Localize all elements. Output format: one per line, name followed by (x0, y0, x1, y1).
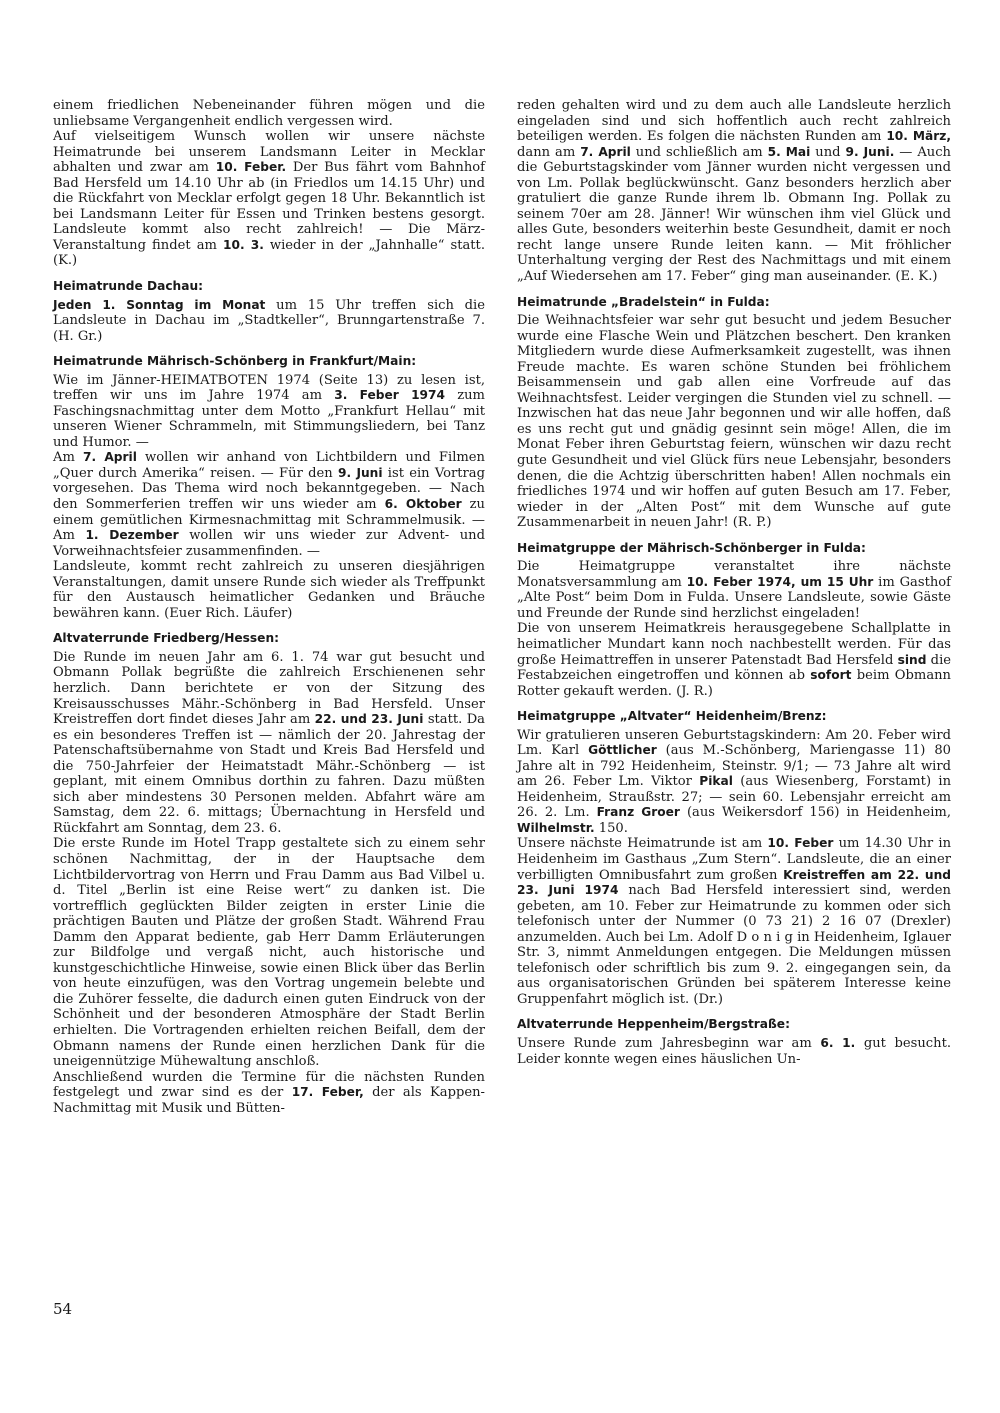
text-run: dann am (517, 144, 581, 160)
text-run: wollen wir uns wieder zur Advent- und Vorweihnachtsfeier zusammenfinden. — (53, 528, 485, 559)
right-column (517, 98, 951, 1067)
text-run: Wie im Jänner-HEIMATBOTEN 1974 (Seite 13) zu lesen ist, treffen wir uns im Jahre 1974 am (53, 372, 485, 404)
bold-text: Wilhelmstr. (517, 820, 595, 835)
text-run: Landsleute, kommt recht zahlreich zu unseren diesjährigen Veranstaltungen, damit unsere Runde sich wieder als Treffpunkt für den Austausch heimatlicher Gedanken und Bräuche bewähren kann. (Euer Rich. Läufer) (53, 559, 485, 621)
text-run: statt. Da es ein besonderes Treffen ist — nämlich der 20. Jahrestag der Patenschaftsübernahme von Stadt und Kreis Bad Hersfeld und die 750-Jahrfeier der Heimatstadt Mähr.-Schönberg — ist geplant, mit einem Omnibus dorthin zu fahren. Dazu müßten sich aber mindestens 30 Personen melden. Abfahrt wäre am Samstag, dem 22. 6. mittags; Übernachtung in Hersfeld und Rückfahrt am Sonntag, dem 23. 6. (53, 712, 485, 836)
text-run: gut besucht. Leider konnte wegen eines häuslichen Un- (517, 1035, 951, 1067)
text-run: Wir gratulieren unseren Geburtstagskindern: Am 20. Feber wird Lm. Karl (517, 727, 951, 759)
text-run: einem friedlichen Nebeneinander führen mögen und die unliebsame Vergangenheit endlich vergessen wird. (53, 98, 485, 129)
text-run: — Auch die Geburtstagskinder vom Jänner wurden nicht vergessen und von Lm. Pollak beglückwünscht. Ganz besonders herzlich aber gratuliert die ganze Runde ihrem lb. Obmann Ing. Pollak zu seinem 70er am 28. Jänner! Wir wünschen ihm viel Glück und alles Gute, besonders weiterhin beste Gesundheit, damit er noch recht lange unsere Runde leiten kann. — Mit fröhlicher Unterhaltung verging der Rest des Nachmittags und mit einem „Auf Wiedersehen am 17. Feber“ ging man auseinander. (E. K.) (517, 144, 951, 285)
text-run: Die Heimatgruppe veranstaltet ihre nächste Monatsversammlung am (517, 559, 951, 590)
bold-text: 10. Feber. (215, 160, 287, 175)
bold-text: 9. Juni (337, 465, 383, 480)
text-run: 150. (594, 820, 628, 836)
bold-text: sind (897, 652, 927, 667)
bold-text: Göttlicher (588, 743, 657, 758)
bold-text: Pikal (699, 774, 733, 789)
paragraph (53, 1070, 485, 1117)
text-run: (aus M.-Schönberg, Mariengasse 11) 80 Jahre alt in 792 Heidenheim, Steinstr. 9/1; — 73 Jahre alt wird am 26. Feber Lm. Viktor (517, 743, 951, 790)
text-run: die Festabzeichen eingetroffen und können ab (517, 652, 952, 684)
text-run: Unsere nächste Heimatrunde ist am (517, 836, 768, 852)
paragraph (53, 559, 485, 621)
left-intro (53, 98, 485, 269)
paragraph (517, 1036, 951, 1067)
text-run: um 15 Uhr treffen sich die Landsleute in Dachau im „Stadtkeller“, Brunngartenstraße 7. (H. Gr.) (53, 297, 485, 344)
bold-text: 22. und 23. Juni (314, 712, 424, 727)
page-number: 54 (53, 1300, 73, 1318)
paragraph (517, 313, 951, 531)
text-run: reden gehalten wird und zu dem auch alle Landsleute herzlich eingeladen sind und sich hoffentlich auch recht zahlreich beteiligen werden. Es folgen die nächsten Runden am (517, 98, 951, 145)
heading-fulda-bradelstein: Heimatrunde „Bradelstein“ in Fulda: (517, 294, 770, 309)
text-run: der als Kappen-Nachmittag mit Musik und Bütten- (53, 1085, 485, 1116)
section-frankfurt (53, 373, 485, 622)
bold-text: Jeden 1. Sonntag im Monat (53, 297, 266, 312)
bold-text: 10. Feber 1974, um 15 Uhr (686, 574, 874, 589)
text-run: Anschließend wurden die Termine für die nächsten Runden festgelegt und zwar sind es der (53, 1069, 485, 1101)
bold-text: 7. April (83, 450, 137, 465)
text-run: beim Obmann Rotter gekauft werden. (J. R.) (517, 668, 951, 699)
section-heppenheim (517, 1036, 951, 1067)
paragraph (53, 836, 485, 1069)
bold-text: Franz Groer (596, 805, 680, 820)
paragraph (517, 621, 951, 699)
section-fulda-bradelstein (517, 313, 951, 531)
paragraph (53, 98, 485, 129)
text-run: Auf vielseitigem Wunsch wollen wir unsere nächste Heimatrunde bei unserem Landsmann Leiter in Mecklar abhalten und zwar am (53, 129, 485, 176)
paragraph (517, 728, 951, 837)
text-run: und (810, 144, 846, 160)
bold-text: 9. Juni. (845, 144, 895, 159)
text-run: zu einem gemütlichen Kirmesnachmittag mit Schrammelmusik. — Am (53, 497, 485, 544)
heading-heppenheim: Altvaterrunde Heppenheim/Bergstraße: (517, 1017, 790, 1032)
text-run: (aus Wiesenberg, Forstamt) in Heidenheim, Straußstr. 27; — sein 60. Lebensjahr erreicht am 26. 2. Lm. (517, 774, 952, 821)
text-run: (aus Weikersdorf 156) in Heidenheim, (679, 805, 951, 821)
text-run: Die Runde im neuen Jahr am 6. 1. 74 war gut besucht und Obmann Pollak begrüßte die zahlreich Erschienenen sehr herzlich. Dann berichtete er von der Sitzung des Kreisausschusses Mähr.-Schönberg in Bad Hersfeld. Unser Kreistreffen dort findet dieses Jahr am (53, 649, 485, 728)
paragraph (53, 450, 485, 559)
section-fulda-gruppe (517, 559, 951, 699)
section-dachau (53, 298, 485, 345)
text-run: zum Faschingsnachmittag unter dem Motto „Frankfurt Hellau“ mit unseren Wiener Schrammeln, mit Stimmungsliedern, bei Tanz und Humor. — (53, 388, 485, 450)
text-run: Der Bus fährt vom Bahnhof Bad Hersfeld um 14.10 Uhr ab (in Friedlos um 14.15 Uhr) und die Rückfahrt von Mecklar erfolgt gegen 18 Uhr. Bekanntlich ist bei Landsmann Leiter für Essen und Trinken bestens gesorgt. Landsleute kommt also recht zahlreich! — Die März-Veranstaltung findet am (53, 160, 485, 253)
heading-heidenheim: Heimatgruppe „Altvater“ Heidenheim/Brenz: (517, 709, 827, 724)
text-run: wieder in der „Jahnhalle“ statt. (K.) (53, 237, 485, 269)
bold-text: sofort (810, 668, 852, 683)
left-column (53, 98, 485, 1116)
bold-text: 10. 3. (222, 237, 264, 252)
bold-text: Kreistreffen am 22. und 23. Juni 1974 (517, 867, 952, 898)
bold-text: 10. Feber (767, 836, 834, 851)
paragraph (517, 559, 951, 621)
text-run: Am (53, 450, 84, 466)
bold-text: 10. März, (886, 129, 952, 144)
heading-friedberg: Altvaterrunde Friedberg/Hessen: (53, 631, 279, 646)
right-intro (517, 98, 951, 285)
section-heidenheim (517, 728, 951, 1008)
paragraph (53, 650, 485, 837)
bold-text: 7. April (580, 144, 631, 159)
bold-text: 6. Oktober (384, 497, 462, 512)
heading-frankfurt: Heimatrunde Mährisch-Schönberg in Frankfurt/Main: (53, 354, 417, 369)
bold-text: 6. 1. (820, 1035, 856, 1050)
text-run: ist ein Vortrag vorgesehen. Das Thema wird noch bekanntgegeben. — Nach den Sommerferien treffen wir uns wieder am (53, 465, 485, 513)
paragraph (53, 129, 485, 269)
paragraph (53, 373, 485, 451)
heading-fulda-gruppe: Heimatgruppe der Mährisch-Schönberger in Fulda: (517, 540, 866, 555)
section-friedberg (53, 650, 485, 1116)
bold-text: 3. Feber 1974 (334, 388, 445, 403)
heading-dachau: Heimatrunde Dachau: (53, 279, 204, 294)
text-run: wollen wir anhand von Lichtbildern und Filmen „Quer durch Amerika“ reisen. — Für den (53, 450, 485, 481)
paragraph (517, 98, 951, 285)
text-run: um 14.30 Uhr in Heidenheim im Gasthaus „Zum Stern“. Landsleute, die an einer verbilligten Omnibusfahrt zum großen (517, 836, 951, 883)
text-run: und schließlich am (630, 144, 768, 160)
bold-text: 5. Mai (767, 144, 811, 159)
text-run: Die erste Runde im Hotel Trapp gestaltete sich zu einem sehr schönen Nachmittag, der in der Hauptsache dem Lichtbildervortrag von Herrn und Frau Damm aus Bad Vilbel u. d. Titel „Berlin ist eine Reise wert“ zu danken ist. Die vortrefflich geglückten Bilder zeigten in erster Linie die prächtigen Bauten und Plätze der großen Stadt. Während Frau Damm den Apparat bediente, gab Herr Damm Erläuterungen zur Bildfolge und vergaß nicht, auch historische und kunstgeschichtliche Hinweise, sowie einen Blick über das Berlin von heute einzufügen, was den Vortrag ungemein belebte und die Zuhörer fesselte, die dadurch einen guten Eindruck von der Schönheit und der besonderen Atmosphäre der Stadt Berlin erhielten. Die Vortragenden erhielten reichen Beifall, dem der Obmann namens der Runde einen herzlichen Dank für die uneigennützige Mühewaltung anschloß. (53, 836, 485, 1070)
paragraph (517, 836, 951, 1007)
text-run: nach Bad Hersfeld interessiert sind, werden gebeten, am 10. Feber zur Heimatrunde zu kommen oder sich telefonisch unter der Nummer (0 73 21) 2 16 07 (Drexler) anzumelden. Auch bei Lm. Adolf D o n i g in Heidenheim, Iglauer Str. 3, nimmt Anmeldungen entgegen. Die Meldungen müssen telefonisch oder schriftlich bis zum 9. 2. eingegangen sein, da aus organisatorischen Gründen bei späterem Interesse keine Gruppenfahrt möglich ist. (Dr.) (517, 883, 951, 1007)
paragraph (53, 298, 485, 345)
bold-text: 1. Dezember (85, 528, 179, 543)
text-run: Unsere Runde zum Jahresbeginn war am (517, 1035, 821, 1051)
bold-text: 17. Feber, (291, 1085, 364, 1100)
text-run: im Gasthof „Alte Post“ beim Dom in Fulda. Unsere Landsleute, sowie Gäste und Freunde der Runde sind herzlichst eingeladen! (517, 574, 951, 621)
text-run: Die von unserem Heimatkreis herausgegebene Schallplatte in heimatlicher Mundart kann noch nachbestellt werden. Für das große Heimattreffen in unserer Patenstadt Bad Hersfeld (517, 621, 951, 668)
text-run: Die Weihnachtsfeier war sehr gut besucht und jedem Besucher wurde eine Flasche Wein und Plätzchen beschert. Den kranken Mitgliedern wurde diese Aufmerksamkeit zugestellt, was ihnen Freude machte. Es waren schöne Stunden bei fröhlichem Beisammensein und gab allen eine Vorfreude auf das Weihnachtsfest. Leider vergingen die Stunden viel zu schnell. — Inzwischen hat das neue Jahr begonnen und wir alle hoffen, daß es uns recht gut und gnädig gesinnt sein möge! Allen, die im Monat Feber ihren Geburtstag feiern, wünschen wir dazu recht gute Gesundheit und viel Glück fürs neue Lebensjahr, besonders denen, die die Achtzig überschritten haben! Allen nochmals ein friedliches 1974 und wir hoffen auf guten Besuch am 17. Feber, wieder in der „Alten Post“ mit dem Wunsche auf gute Zusammenarbeit in neuen Jahr! (R. P.) (517, 313, 951, 531)
